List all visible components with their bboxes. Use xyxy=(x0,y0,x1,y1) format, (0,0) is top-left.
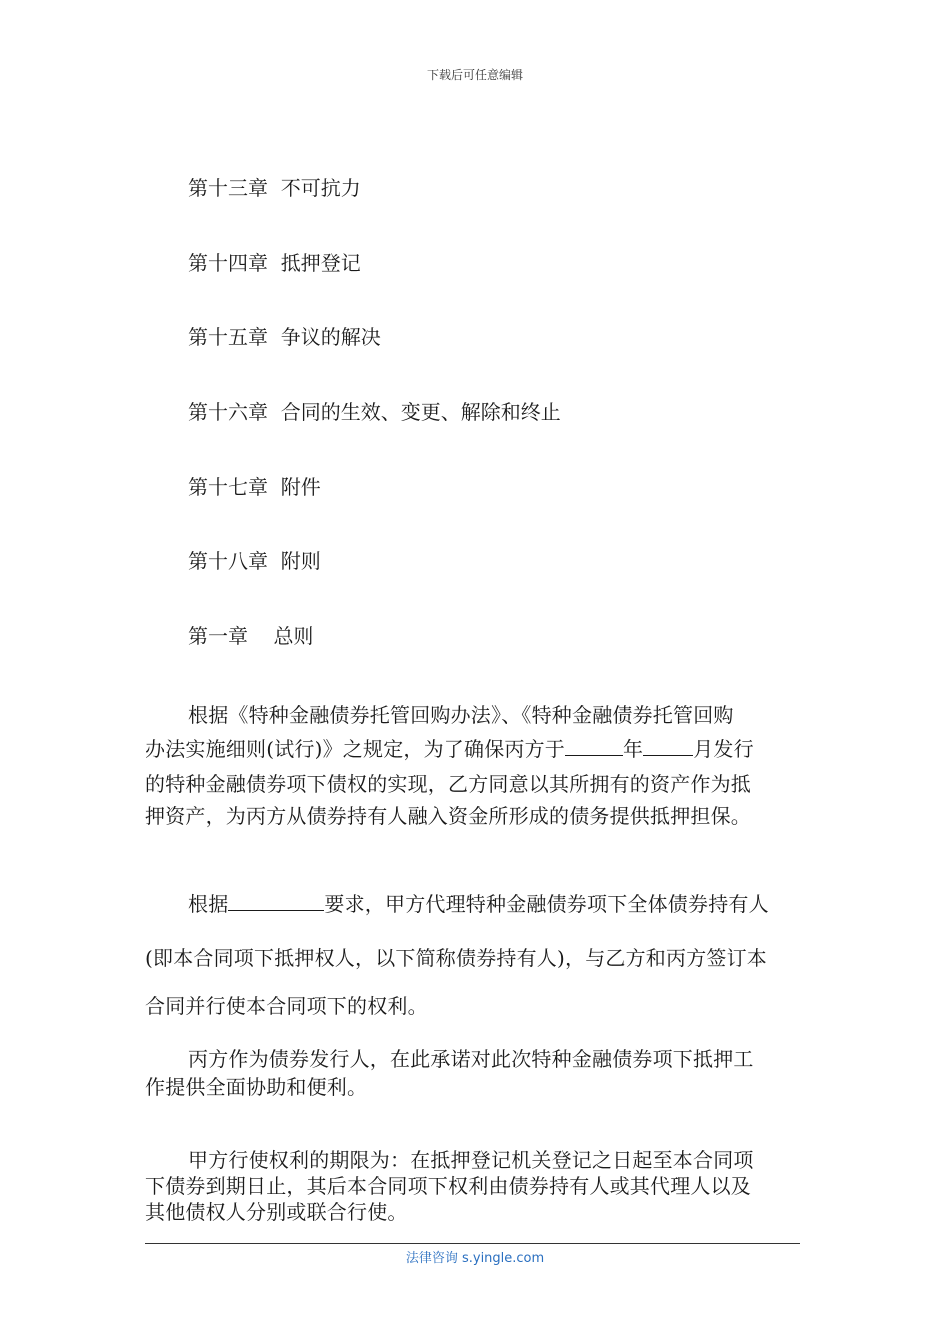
toc-title: 合同的生效、变更、解除和终止 xyxy=(280,400,561,424)
chapter-title: 总则 xyxy=(273,624,314,648)
toc-title: 附件 xyxy=(280,475,321,499)
toc-item-13 xyxy=(188,176,361,200)
paragraph-line: 合同并行使本合同项下的权利。 xyxy=(145,994,428,1018)
toc-item-18 xyxy=(188,549,321,573)
paragraph-line: (即本合同项下抵押权人，以下简称债券持有人)，与乙方和丙方签订本 xyxy=(145,946,768,970)
chapter-number: 第一章 xyxy=(188,624,248,648)
fill-in-blank-year[interactable] xyxy=(565,737,623,756)
paragraph-line: 丙方作为债券发行人，在此承诺对此次特种金融债券项下抵押工 xyxy=(188,1047,754,1071)
toc-number: 第十八章 xyxy=(188,549,268,573)
paragraph-issuer-commitment xyxy=(145,1045,807,1101)
page-header-note: 下载后可任意编辑 xyxy=(426,68,523,82)
paragraph-legal-basis xyxy=(145,698,807,830)
paragraph-rights-period xyxy=(145,1147,807,1225)
paragraph-text: 年 xyxy=(623,737,644,761)
paragraph-line: 押资产，为丙方从债券持有人融入资金所形成的债务提供抵押担保。 xyxy=(145,804,751,828)
fill-in-blank-month[interactable] xyxy=(643,737,693,756)
paragraph-line: 根据《特种金融债券托管回购办法》、《特种金融债券托管回购 xyxy=(188,703,734,727)
paragraph-line: 作提供全面协助和便利。 xyxy=(145,1075,368,1099)
toc-number: 第十六章 xyxy=(188,400,268,424)
toc-item-15 xyxy=(188,325,381,349)
chapter-one-heading xyxy=(188,624,313,648)
footer-link-label: 法律咨询 xyxy=(405,1251,458,1266)
fill-in-blank-authority[interactable] xyxy=(228,892,324,911)
toc-item-16 xyxy=(188,400,561,424)
paragraph-text: 月发行 xyxy=(693,737,754,761)
paragraph-line: 下债券到期日止，其后本合同项下权利由债券持有人或其代理人以及 xyxy=(145,1174,751,1198)
paragraph-line: 办法实施细则(试行)》之规定，为了确保丙方于 xyxy=(145,737,566,761)
footer-link[interactable] xyxy=(0,1247,950,1266)
footer-link-url: s.yingle.com xyxy=(461,1251,545,1266)
toc-item-14 xyxy=(188,251,361,275)
toc-title: 不可抗力 xyxy=(280,176,361,200)
toc-number: 第十七章 xyxy=(188,475,268,499)
toc-title: 抵押登记 xyxy=(280,251,361,275)
paragraph-line: 的特种金融债券项下债权的实现，乙方同意以其所拥有的资产作为抵 xyxy=(145,772,751,796)
paragraph-line: 其他债权人分别或联合行使。 xyxy=(145,1200,408,1224)
toc-title: 争议的解决 xyxy=(280,325,381,349)
toc-item-17 xyxy=(188,475,321,499)
paragraph-text: 根据 xyxy=(188,892,229,916)
toc-number: 第十五章 xyxy=(188,325,268,349)
paragraph-text: 要求，甲方代理特种金融债券项下全体债券持有人 xyxy=(324,892,769,916)
paragraph-agent-authority xyxy=(145,880,807,1024)
toc-number: 第十三章 xyxy=(188,176,268,200)
footer-divider xyxy=(145,1243,800,1244)
paragraph-line: 甲方行使权利的期限为：在抵押登记机关登记之日起至本合同项 xyxy=(188,1148,754,1172)
toc-title: 附则 xyxy=(280,549,321,573)
toc-number: 第十四章 xyxy=(188,251,268,275)
